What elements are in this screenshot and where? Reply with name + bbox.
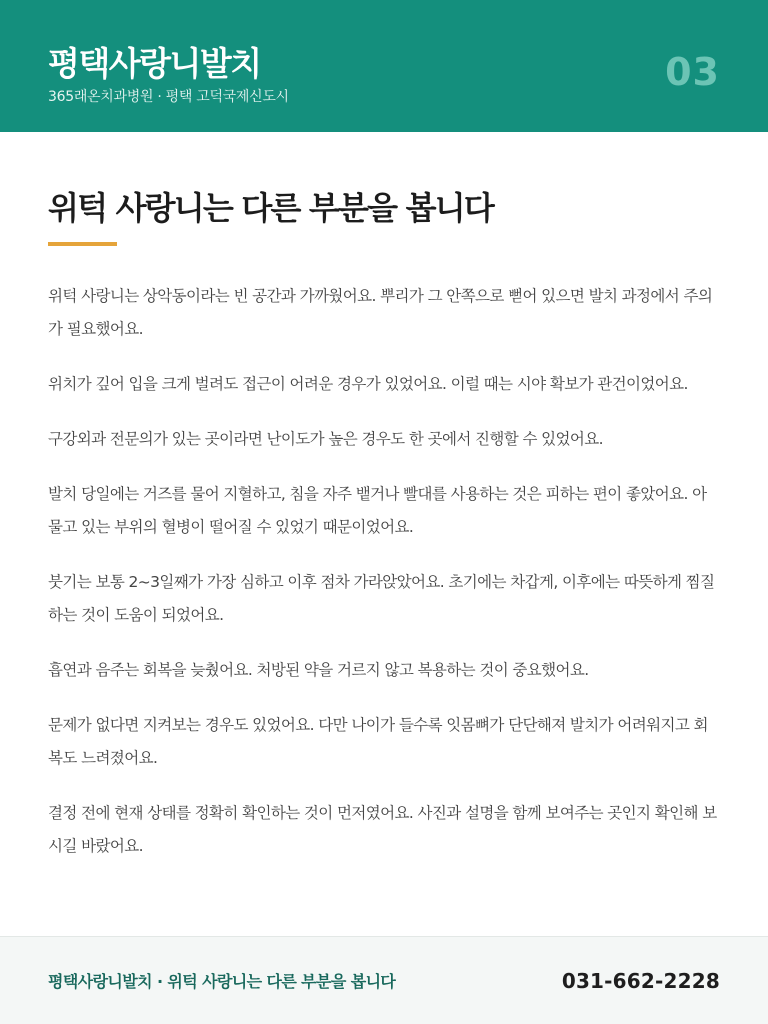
article-paragraph: 위턱 사랑니는 상악동이라는 빈 공간과 가까웠어요. 뿌리가 그 안쪽으로 뻗어 있으면 발치 과정에서 주의가 필요했어요. bbox=[48, 287, 713, 338]
header-subtitle: 365래온치과병원 · 평택 고덕국제신도시 bbox=[48, 89, 289, 105]
footer-caption: 평택사랑니발치 · 위턱 사랑니는 다른 부분을 봅니다 bbox=[48, 972, 396, 991]
article-paragraph: 붓기는 보통 2~3일째가 가장 심하고 이후 점차 가라앉았어요. 초기에는 차갑게, 이후에는 따뜻하게 찜질하는 것이 도움이 되었어요. bbox=[48, 573, 715, 624]
page-number: 03 bbox=[665, 50, 720, 94]
article-paragraph: 구강외과 전문의가 있는 곳이라면 난이도가 높은 경우도 한 곳에서 진행할 수 있었어요. bbox=[48, 430, 603, 448]
title-underline-accent bbox=[48, 242, 117, 246]
article-paragraph: 흡연과 음주는 회복을 늦췄어요. 처방된 약을 거르지 않고 복용하는 것이 중요했어요. bbox=[48, 661, 589, 679]
page-footer bbox=[0, 936, 768, 1024]
page-header bbox=[0, 0, 768, 132]
article-content bbox=[48, 186, 720, 885]
article-paragraphs bbox=[48, 280, 720, 863]
article-title: 위턱 사랑니는 다른 부분을 봅니다 bbox=[48, 189, 493, 227]
article-paragraph: 문제가 없다면 지켜보는 경우도 있었어요. 다만 나이가 들수록 잇몸뼈가 단단해져 발치가 어려워지고 회복도 느려졌어요. bbox=[48, 716, 708, 767]
footer-phone-number[interactable]: 031-662-2228 bbox=[561, 969, 720, 993]
article-paragraph: 결정 전에 현재 상태를 정확히 확인하는 것이 먼저였어요. 사진과 설명을 함께 보여주는 곳인지 확인해 보시길 바랐어요. bbox=[48, 804, 717, 855]
article-paragraph: 발치 당일에는 거즈를 물어 지혈하고, 침을 자주 뱉거나 빨대를 사용하는 것은 피하는 편이 좋았어요. 아물고 있는 부위의 혈병이 떨어질 수 있었기 때문이었어요. bbox=[48, 485, 707, 536]
header-title: 평택사랑니발치 bbox=[48, 44, 261, 83]
article-paragraph: 위치가 깊어 입을 크게 벌려도 접근이 어려운 경우가 있었어요. 이럴 때는 시야 확보가 관건이었어요. bbox=[48, 375, 688, 393]
